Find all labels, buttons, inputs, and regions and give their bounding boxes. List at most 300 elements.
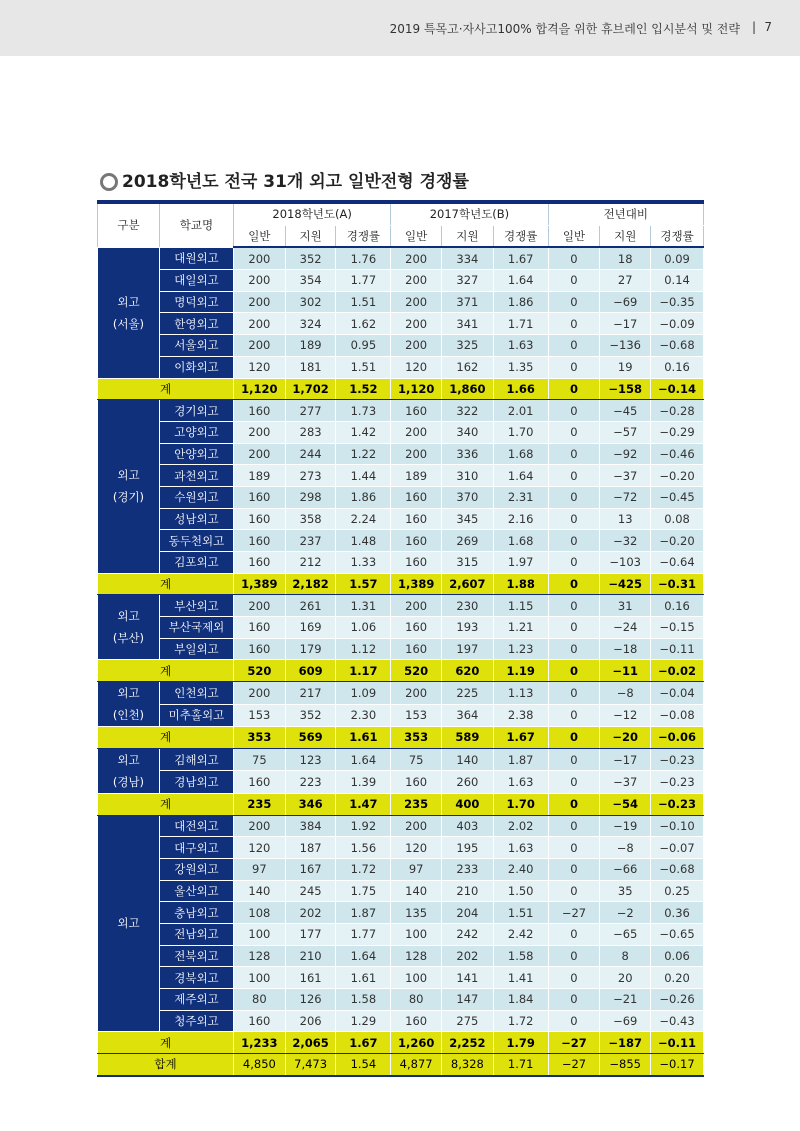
value-cell: 1.63 [493, 335, 548, 357]
value-cell: 75 [391, 748, 442, 771]
table-row [98, 617, 704, 639]
value-cell: 100 [391, 923, 442, 945]
value-cell: 0 [548, 270, 600, 292]
subtotal-value: −0.11 [651, 1032, 704, 1054]
value-cell: −0.45 [651, 486, 704, 508]
subtotal-value: 1,120 [391, 378, 442, 400]
value-cell: 0 [548, 945, 600, 967]
value-cell: 1.71 [493, 313, 548, 335]
subtotal-label: 계 [98, 573, 234, 595]
value-cell: 200 [234, 335, 286, 357]
value-cell: −66 [600, 858, 651, 880]
value-cell: 325 [442, 335, 494, 357]
subtotal-value: 0 [548, 378, 600, 400]
value-cell: −0.04 [651, 682, 704, 705]
value-cell: 1.92 [336, 815, 391, 837]
school-name: 서울외고 [159, 335, 233, 357]
table-row [98, 486, 704, 508]
value-cell: −18 [600, 638, 651, 660]
value-cell: 0.36 [651, 902, 704, 924]
value-cell: −57 [600, 421, 651, 443]
subtotal-value: 1.88 [493, 573, 548, 595]
school-name: 한영외고 [159, 313, 233, 335]
region-label: (경기) [112, 490, 145, 505]
value-cell: 0 [548, 1010, 600, 1032]
value-cell: 0 [548, 421, 600, 443]
value-cell: 230 [442, 595, 494, 617]
value-cell: −0.23 [651, 771, 704, 794]
value-cell: 160 [234, 530, 286, 552]
table-row [98, 443, 704, 465]
grand-total-row [98, 1054, 704, 1076]
value-cell: 202 [285, 902, 336, 924]
school-name: 전남외고 [159, 923, 233, 945]
subtotal-value: −27 [548, 1032, 600, 1054]
value-cell: 336 [442, 443, 494, 465]
value-cell: 298 [285, 486, 336, 508]
subtotal-row [98, 793, 704, 815]
value-cell: 200 [234, 313, 286, 335]
value-cell: 261 [285, 595, 336, 617]
subtotal-value: 0 [548, 573, 600, 595]
value-cell: 193 [442, 617, 494, 639]
value-cell: 327 [442, 270, 494, 292]
value-cell: 120 [391, 837, 442, 859]
subtotal-value: 0 [548, 660, 600, 682]
value-cell: 160 [391, 638, 442, 660]
value-cell: 0 [548, 682, 600, 705]
value-cell: 2.02 [493, 815, 548, 837]
value-cell: 200 [391, 270, 442, 292]
value-cell: 1.72 [336, 858, 391, 880]
region-cell [98, 815, 160, 1032]
value-cell: 1.86 [336, 486, 391, 508]
table-row [98, 335, 704, 357]
school-name: 부산국제외 [159, 617, 233, 639]
subtotal-value: 346 [285, 793, 336, 815]
value-cell: 140 [234, 880, 286, 902]
value-cell: 0.16 [651, 356, 704, 378]
school-name: 대전외고 [159, 815, 233, 837]
subtotal-value: 2,065 [285, 1032, 336, 1054]
value-cell: 160 [391, 552, 442, 574]
value-cell: 340 [442, 421, 494, 443]
subtotal-value: 1,702 [285, 378, 336, 400]
value-cell: 1.67 [493, 247, 548, 269]
header-group-2018: 2018학년도(A) [234, 203, 391, 225]
value-cell: 0.16 [651, 595, 704, 617]
value-cell: 2.40 [493, 858, 548, 880]
value-cell: 0 [548, 923, 600, 945]
region-label: 외고 [117, 916, 140, 931]
subtotal-value: 1.57 [336, 573, 391, 595]
header-category: 구분 [98, 203, 160, 247]
subtotal-value: 520 [234, 660, 286, 682]
value-cell: 1.77 [336, 923, 391, 945]
value-cell: 200 [234, 270, 286, 292]
value-cell: 2.16 [493, 508, 548, 530]
value-cell: −0.11 [651, 638, 704, 660]
region-label: (인천) [112, 708, 145, 723]
header-title: 2019 특목고·자사고100% 합격을 위한 휴브레인 입시분석 및 전략 [389, 22, 740, 36]
value-cell: 162 [442, 356, 494, 378]
value-cell: 352 [285, 704, 336, 727]
value-cell: 1.06 [336, 617, 391, 639]
value-cell: 19 [600, 356, 651, 378]
table-row [98, 682, 704, 705]
value-cell: 1.75 [336, 880, 391, 902]
table-row [98, 858, 704, 880]
section-title [97, 170, 704, 198]
value-cell: 169 [285, 617, 336, 639]
value-cell: 160 [391, 1010, 442, 1032]
region-cell [98, 595, 160, 660]
value-cell: 1.50 [493, 880, 548, 902]
value-cell: 370 [442, 486, 494, 508]
subtotal-value: 1.52 [336, 378, 391, 400]
subtotal-value: 235 [234, 793, 286, 815]
value-cell: 153 [234, 704, 286, 727]
value-cell: 1.44 [336, 465, 391, 487]
value-cell: 0 [548, 313, 600, 335]
school-name: 명덕외고 [159, 291, 233, 313]
school-name: 울산외고 [159, 880, 233, 902]
value-cell: 0 [548, 486, 600, 508]
region-cell [98, 400, 160, 574]
table-row [98, 923, 704, 945]
region-label: (부산) [112, 631, 145, 646]
value-cell: −45 [600, 400, 651, 422]
table-row [98, 748, 704, 771]
value-cell: 1.42 [336, 421, 391, 443]
school-name: 안양외고 [159, 443, 233, 465]
value-cell: 212 [285, 552, 336, 574]
value-cell: 1.72 [493, 1010, 548, 1032]
value-cell: 200 [234, 815, 286, 837]
subtotal-value: −158 [600, 378, 651, 400]
subtotal-value: 589 [442, 727, 494, 749]
subtotal-value: 2,252 [442, 1032, 494, 1054]
subtotal-value: 2,607 [442, 573, 494, 595]
value-cell: 200 [234, 443, 286, 465]
subtotal-value: 1,233 [234, 1032, 286, 1054]
value-cell: 189 [234, 465, 286, 487]
table-row [98, 880, 704, 902]
value-cell: 1.35 [493, 356, 548, 378]
grand-total-label: 합계 [98, 1054, 234, 1076]
value-cell: 181 [285, 356, 336, 378]
subtotal-value: −0.23 [651, 793, 704, 815]
value-cell: 273 [285, 465, 336, 487]
subtotal-value: 1.70 [493, 793, 548, 815]
value-cell: 1.13 [493, 682, 548, 705]
value-cell: 0 [548, 530, 600, 552]
value-cell: 0 [548, 443, 600, 465]
value-cell: −32 [600, 530, 651, 552]
subtotal-value: −0.31 [651, 573, 704, 595]
value-cell: 200 [391, 421, 442, 443]
value-cell: 1.87 [336, 902, 391, 924]
value-cell: 1.58 [336, 989, 391, 1011]
school-name: 인천외고 [159, 682, 233, 705]
grand-total-value: 4,850 [234, 1054, 286, 1076]
school-name: 경기외고 [159, 400, 233, 422]
value-cell: 1.64 [336, 945, 391, 967]
value-cell: 283 [285, 421, 336, 443]
value-cell: 0 [548, 595, 600, 617]
value-cell: 160 [391, 508, 442, 530]
value-cell: 352 [285, 247, 336, 269]
value-cell: 1.63 [493, 771, 548, 794]
circle-bullet-icon [100, 173, 118, 191]
header-sub: 지원 [442, 225, 494, 247]
value-cell: 197 [442, 638, 494, 660]
header-sub: 경쟁률 [336, 225, 391, 247]
value-cell: 160 [234, 617, 286, 639]
school-name: 미추홀외고 [159, 704, 233, 727]
subtotal-label: 계 [98, 660, 234, 682]
value-cell: 160 [234, 638, 286, 660]
value-cell: 269 [442, 530, 494, 552]
region-cell [98, 748, 160, 793]
value-cell: 200 [391, 335, 442, 357]
table-row [98, 638, 704, 660]
value-cell: 210 [285, 945, 336, 967]
value-cell: 0 [548, 617, 600, 639]
value-cell: 1.09 [336, 682, 391, 705]
value-cell: −0.20 [651, 465, 704, 487]
value-cell: −19 [600, 815, 651, 837]
value-cell: 0 [548, 465, 600, 487]
value-cell: 1.76 [336, 247, 391, 269]
value-cell: 1.68 [493, 530, 548, 552]
table-row [98, 291, 704, 313]
region-label: 외고 [117, 294, 140, 309]
value-cell: 1.39 [336, 771, 391, 794]
subtotal-label: 계 [98, 793, 234, 815]
table-row [98, 400, 704, 422]
value-cell: 225 [442, 682, 494, 705]
header-sub: 경쟁률 [493, 225, 548, 247]
value-cell: 1.31 [336, 595, 391, 617]
subtotal-row [98, 727, 704, 749]
subtotal-label: 계 [98, 1032, 234, 1054]
value-cell: 200 [391, 443, 442, 465]
value-cell: 1.51 [493, 902, 548, 924]
value-cell: −0.68 [651, 858, 704, 880]
value-cell: 128 [391, 945, 442, 967]
subtotal-value: 1,860 [442, 378, 494, 400]
value-cell: 2.42 [493, 923, 548, 945]
value-cell: −12 [600, 704, 651, 727]
subtotal-value: −425 [600, 573, 651, 595]
value-cell: 0.25 [651, 880, 704, 902]
school-name: 전북외고 [159, 945, 233, 967]
value-cell: 100 [234, 923, 286, 945]
value-cell: 1.15 [493, 595, 548, 617]
value-cell: 1.21 [493, 617, 548, 639]
value-cell: 371 [442, 291, 494, 313]
value-cell: 245 [285, 880, 336, 902]
grand-total-value: 4,877 [391, 1054, 442, 1076]
school-name: 경북외고 [159, 967, 233, 989]
value-cell: 97 [234, 858, 286, 880]
value-cell: 310 [442, 465, 494, 487]
value-cell: 200 [391, 595, 442, 617]
subtotal-value: 0 [548, 793, 600, 815]
value-cell: 0 [548, 247, 600, 269]
subtotal-value: −187 [600, 1032, 651, 1054]
value-cell: 200 [391, 291, 442, 313]
value-cell: −37 [600, 771, 651, 794]
value-cell: 35 [600, 880, 651, 902]
value-cell: 160 [391, 400, 442, 422]
table-row [98, 530, 704, 552]
subtotal-value: 353 [234, 727, 286, 749]
value-cell: 2.31 [493, 486, 548, 508]
school-name: 수원외고 [159, 486, 233, 508]
table-row [98, 771, 704, 794]
value-cell: 202 [442, 945, 494, 967]
value-cell: 1.70 [493, 421, 548, 443]
value-cell: 8 [600, 945, 651, 967]
subtotal-value: 1.66 [493, 378, 548, 400]
subtotal-row [98, 1032, 704, 1054]
value-cell: 233 [442, 858, 494, 880]
header-sub: 지원 [285, 225, 336, 247]
value-cell: 1.51 [336, 291, 391, 313]
value-cell: 140 [442, 748, 494, 771]
value-cell: 0 [548, 771, 600, 794]
value-cell: 1.29 [336, 1010, 391, 1032]
header-school: 학교명 [159, 203, 233, 247]
page-number: 7 [764, 20, 772, 34]
value-cell: 1.41 [493, 967, 548, 989]
value-cell: −0.15 [651, 617, 704, 639]
subtotal-value: 0 [548, 727, 600, 749]
subtotal-value: 1,389 [234, 573, 286, 595]
value-cell: 204 [442, 902, 494, 924]
value-cell: 80 [234, 989, 286, 1011]
table-title: 2018학년도 전국 31개 외고 일반전형 경쟁률 [122, 172, 469, 192]
value-cell: 0 [548, 967, 600, 989]
region-label: 외고 [117, 752, 140, 767]
grand-total-value: 1.71 [493, 1054, 548, 1076]
value-cell: 1.97 [493, 552, 548, 574]
subtotal-value: 620 [442, 660, 494, 682]
subtotal-value: 1,389 [391, 573, 442, 595]
value-cell: 0 [548, 837, 600, 859]
subtotal-value: −11 [600, 660, 651, 682]
value-cell: 126 [285, 989, 336, 1011]
value-cell: 1.61 [336, 967, 391, 989]
value-cell: 31 [600, 595, 651, 617]
table-row [98, 270, 704, 292]
header-separator: | [751, 20, 756, 34]
value-cell: 200 [234, 291, 286, 313]
value-cell: 1.63 [493, 837, 548, 859]
subtotal-value: 1,120 [234, 378, 286, 400]
table-row [98, 902, 704, 924]
subtotal-value: 1.47 [336, 793, 391, 815]
region-label: (서울) [112, 316, 145, 331]
value-cell: 141 [442, 967, 494, 989]
value-cell: 1.12 [336, 638, 391, 660]
region-label: (경남) [112, 774, 145, 789]
school-name: 김포외고 [159, 552, 233, 574]
value-cell: 120 [391, 356, 442, 378]
subtotal-value: −20 [600, 727, 651, 749]
value-cell: 200 [391, 247, 442, 269]
value-cell: 120 [234, 356, 286, 378]
value-cell: 0.06 [651, 945, 704, 967]
value-cell: 237 [285, 530, 336, 552]
value-cell: 1.77 [336, 270, 391, 292]
subtotal-value: 1.61 [336, 727, 391, 749]
subtotal-row [98, 378, 704, 400]
grand-total-value: 7,473 [285, 1054, 336, 1076]
value-cell: −17 [600, 748, 651, 771]
value-cell: 160 [391, 486, 442, 508]
value-cell: 13 [600, 508, 651, 530]
value-cell: 0 [548, 815, 600, 837]
table-row [98, 704, 704, 727]
grand-total-value: −0.17 [651, 1054, 704, 1076]
school-name: 경남외고 [159, 771, 233, 794]
value-cell: 2.01 [493, 400, 548, 422]
value-cell: 275 [442, 1010, 494, 1032]
table-row [98, 989, 704, 1011]
value-cell: 1.33 [336, 552, 391, 574]
value-cell: 0 [548, 638, 600, 660]
value-cell: 160 [391, 771, 442, 794]
value-cell: −8 [600, 837, 651, 859]
value-cell: −8 [600, 682, 651, 705]
subtotal-label: 계 [98, 378, 234, 400]
value-cell: 80 [391, 989, 442, 1011]
value-cell: 160 [234, 508, 286, 530]
value-cell: 177 [285, 923, 336, 945]
value-cell: 120 [234, 837, 286, 859]
value-cell: 277 [285, 400, 336, 422]
value-cell: 1.64 [493, 465, 548, 487]
region-label: 외고 [117, 468, 140, 483]
value-cell: 200 [234, 682, 286, 705]
subtotal-value: 520 [391, 660, 442, 682]
value-cell: 260 [442, 771, 494, 794]
value-cell: 187 [285, 837, 336, 859]
header-group-2017: 2017학년도(B) [391, 203, 548, 225]
value-cell: −0.10 [651, 815, 704, 837]
grand-total-value: −855 [600, 1054, 651, 1076]
value-cell: 160 [234, 400, 286, 422]
value-cell: 189 [285, 335, 336, 357]
grand-total-value: −27 [548, 1054, 600, 1076]
value-cell: 0 [548, 335, 600, 357]
region-cell [98, 682, 160, 727]
value-cell: 384 [285, 815, 336, 837]
value-cell: 1.64 [493, 270, 548, 292]
region-label: 외고 [117, 686, 140, 701]
value-cell: 200 [234, 247, 286, 269]
value-cell: −92 [600, 443, 651, 465]
value-cell: 0.08 [651, 508, 704, 530]
value-cell: 128 [234, 945, 286, 967]
value-cell: 20 [600, 967, 651, 989]
table-row [98, 247, 704, 269]
value-cell: 1.51 [336, 356, 391, 378]
table-row [98, 945, 704, 967]
